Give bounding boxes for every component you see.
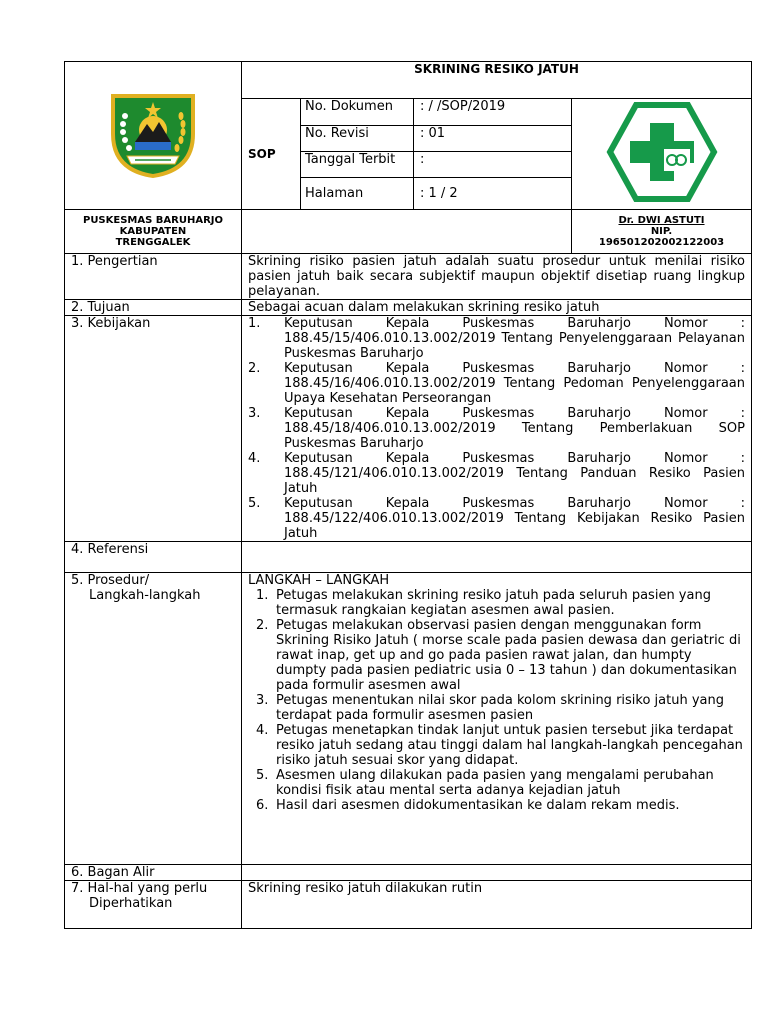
signer-nip-label: NIP. xyxy=(650,226,673,237)
bagan-text xyxy=(242,865,752,881)
kebijakan-list-cell xyxy=(242,316,752,542)
section-label-line: 7. Hal-hal yang perlu xyxy=(71,881,208,896)
section-label: 3. Kebijakan xyxy=(65,316,242,542)
signature-block xyxy=(572,210,752,254)
puskesmas-logo-cell xyxy=(572,99,752,210)
meta-key: No. Revisi xyxy=(301,126,414,152)
list-item: 3. Petugas menentukan nilai skor pada kolom skrining risiko jatuh yang terdapat pada formulir asesmen pasien xyxy=(256,693,724,723)
list-item: 2. Keputusan Kepala Puskesmas Baruharjo Nomor : 188.45/16/406.010.13.002/2019 Tentang Pedoman Penyelenggaraan Upaya Kesehatan Perseorangan xyxy=(248,361,745,406)
organization-name xyxy=(65,210,242,254)
section-label: 4. Referensi xyxy=(65,542,242,573)
org-line: TRENGGALEK xyxy=(115,237,191,248)
meta-value: : / /SOP/2019 xyxy=(414,99,572,126)
sop-document xyxy=(64,61,751,929)
puskesmas-cross-logo xyxy=(606,101,718,203)
referensi-text xyxy=(242,542,752,573)
list-item: 2. Petugas melakukan observasi pasien dengan menggunakan form Skrining Risiko Jatuh ( morse scale pada pasien dewasa dan geriatric di rawat inap, get up and go pada pasien rawat jalan, dan humpty dumpty pada pasien pediatric usia 0 – 13 tahun ) dan dokumentasikan pada formulir asesmen awal xyxy=(256,618,741,693)
org-line: PUSKESMAS BARUHARJO xyxy=(82,215,224,226)
org-line: KABUPATEN xyxy=(119,226,187,237)
section-label: 1. Pengertian xyxy=(65,254,242,300)
sop-content-table xyxy=(64,253,752,929)
empty-cell xyxy=(242,210,572,254)
section-label xyxy=(65,881,242,929)
meta-value: : 1 / 2 xyxy=(414,178,572,210)
list-item: 3. Keputusan Kepala Puskesmas Baruharjo Nomor : 188.45/18/406.010.13.002/2019 Tentang Pemberlakuan SOP Puskesmas Baruharjo xyxy=(248,406,745,451)
regency-logo-cell xyxy=(65,62,242,210)
section-label-line: 5. Prosedur/ xyxy=(71,573,150,588)
list-item: 1. Petugas melakukan skrining resiko jatuh pada seluruh pasien yang termasuk rangkaian kegiatan asesmen awal pasien. xyxy=(256,588,711,618)
sop-header-table xyxy=(64,61,752,254)
meta-value: : 01 xyxy=(414,126,572,152)
meta-key: Tanggal Terbit xyxy=(301,152,414,178)
kebijakan-list xyxy=(248,316,745,541)
meta-value: : xyxy=(414,152,572,178)
tujuan-text: Sebagai acuan dalam melakukan skrining resiko jatuh xyxy=(242,300,752,316)
signer-nip: 196501202002122003 xyxy=(598,237,725,248)
prosedur-cell xyxy=(242,573,752,865)
list-item: 4. Keputusan Kepala Puskesmas Baruharjo Nomor : 188.45/121/406.010.13.002/2019 Tentang Panduan Resiko Pasien Jatuh xyxy=(248,451,745,496)
prosedur-heading: LANGKAH – LANGKAH xyxy=(248,573,390,588)
prosedur-steps xyxy=(248,588,745,813)
meta-key: Halaman xyxy=(301,178,414,210)
signer-name: Dr. DWI ASTUTI xyxy=(618,215,705,226)
list-item: 4. Petugas menetapkan tindak lanjut untuk pasien tersebut jika terdapat resiko jatuh sedang atau tinggi dalam hal langkah-langkah pencegahan risiko jatuh sesuai skor yang didapat. xyxy=(256,723,743,768)
document-title: SKRINING RESIKO JATUH xyxy=(242,62,752,99)
list-item: 1. Keputusan Kepala Puskesmas Baruharjo Nomor : 188.45/15/406.010.13.002/2019 Tentang Penyelenggaraan Pelayanan Puskesmas Baruharjo xyxy=(248,316,745,361)
regency-emblem-logo xyxy=(103,86,203,182)
list-item: 5. Keputusan Kepala Puskesmas Baruharjo Nomor : 188.45/122/406.010.13.002/2019 Tentang Kebijakan Resiko Pasien Jatuh xyxy=(248,496,745,541)
section-label: 2. Tujuan xyxy=(65,300,242,316)
list-item: 6. Hasil dari asesmen didokumentasikan ke dalam rekam medis. xyxy=(256,798,680,813)
sop-label: SOP xyxy=(242,99,301,210)
section-label-line: Diperhatikan xyxy=(89,896,173,911)
pengertian-text: Skrining risiko pasien jatuh adalah suatu prosedur untuk menilai risiko pasien jatuh baik secara subjektif maupun objektif disetiap ruang lingkup pelayanan. xyxy=(242,254,752,300)
section-label-line: Langkah-langkah xyxy=(89,588,201,603)
hal-text: Skrining resiko jatuh dilakukan rutin xyxy=(242,881,752,929)
section-label xyxy=(65,573,242,865)
section-label: 6. Bagan Alir xyxy=(65,865,242,881)
list-item: 5. Asesmen ulang dilakukan pada pasien yang mengalami perubahan kondisi fisik atau mental serta adanya kejadian jatuh xyxy=(256,768,714,798)
meta-key: No. Dokumen xyxy=(301,99,414,126)
